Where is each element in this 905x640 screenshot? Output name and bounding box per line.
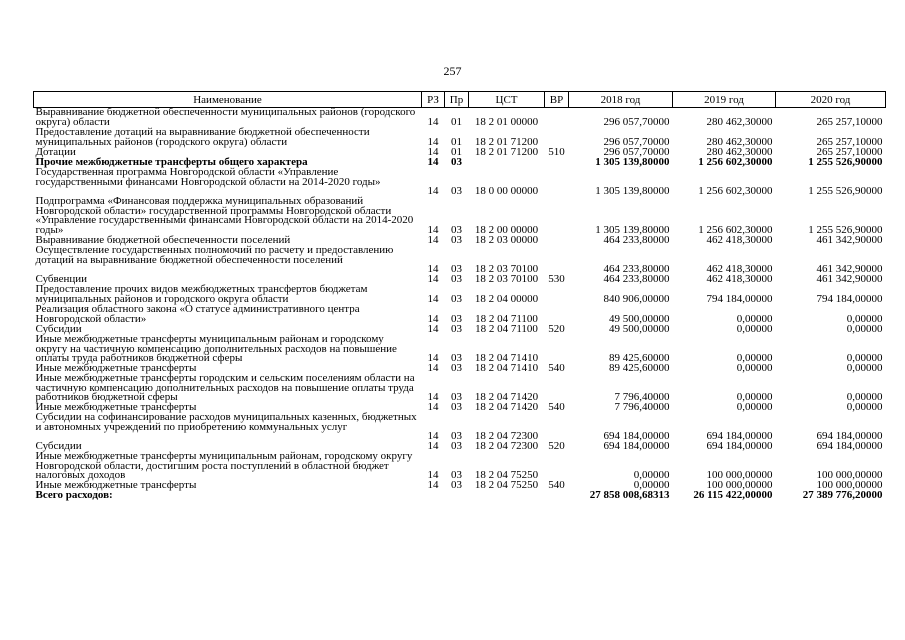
row-2020: 100 000,00000 xyxy=(816,479,883,492)
row-2018: 464 233,80000 xyxy=(603,234,670,247)
row-name: Иные межбюджетные трансферты муниципальным районам и городскому округу на частичную компенсацию дополнительных расходов на повышение оплаты труда работников бюджетной сферы xyxy=(35,333,397,365)
table-row xyxy=(34,335,886,364)
row-pr: 03 xyxy=(451,391,462,404)
row-2018: 1 305 139,80000 xyxy=(595,224,670,237)
header-2018: 2018 год xyxy=(569,92,673,108)
row-2018: 89 425,60000 xyxy=(609,362,670,375)
row-name: Подпрограмма «Финансовая поддержка муниципальных образований Новгородской области» государственной программы Новгородской области «Управление государственными финансами Новгородской области на 2014-2020 годы» xyxy=(35,195,414,236)
row-pr: 03 xyxy=(451,469,462,482)
row-rz: 14 xyxy=(427,391,439,404)
row-2019: 694 184,00000 xyxy=(706,440,773,453)
table-row xyxy=(34,413,886,442)
page-number: 257 xyxy=(443,64,462,78)
row-pr: 01 xyxy=(451,116,462,129)
row-cst: 18 2 04 75250 xyxy=(474,479,539,492)
row-name: Субсидии на софинансирование расходов муниципальных казенных, бюджетных и автономных учреждений по приобретению коммунальных услуг xyxy=(35,411,417,433)
row-cst: 18 2 03 70100 xyxy=(474,273,539,286)
table-row xyxy=(34,108,886,129)
row-2019: 694 184,00000 xyxy=(706,430,773,443)
row-2018: 464 233,80000 xyxy=(603,273,670,286)
row-vr xyxy=(545,158,569,168)
table-row xyxy=(34,246,886,275)
row-pr: 03 xyxy=(451,263,462,276)
row-2018: 694 184,00000 xyxy=(603,440,670,453)
row-name: Субсидии xyxy=(35,323,82,335)
row-name: Иные межбюджетные трансферты городским и сельским поселениям области на частичную компенсацию дополнительных расходов на повышение оплаты труда работников бюджетной сферы xyxy=(35,372,415,404)
row-2020: 265 257,10000 xyxy=(816,116,883,129)
row-cst: 18 2 04 71100 xyxy=(475,323,538,336)
row-cst: 18 0 00 00000 xyxy=(474,185,539,198)
row-pr: 03 xyxy=(451,293,462,306)
row-pr: 03 xyxy=(451,234,462,247)
row-pr: 03 xyxy=(451,273,462,286)
row-vr xyxy=(545,285,569,305)
row-2018: 296 057,70000 xyxy=(603,116,670,129)
row-2019: 462 418,30000 xyxy=(706,263,773,276)
row-vr xyxy=(545,236,569,246)
row-cst: 18 2 04 72300 xyxy=(474,440,539,453)
row-vr: 520 xyxy=(548,323,565,336)
row-pr: 01 xyxy=(451,146,462,159)
row-name: Предоставление прочих видов межбюджетных трансфертов бюджетам муниципальных районов и городского округа области xyxy=(35,283,368,305)
row-2019: 0,00000 xyxy=(736,362,773,375)
row-2019: 0,00000 xyxy=(736,323,773,336)
row-cst: 18 2 03 70100 xyxy=(474,263,539,276)
row-name: Иные межбюджетные трансферты xyxy=(35,362,197,374)
table-row xyxy=(34,168,886,197)
row-pr: 03 xyxy=(451,440,462,453)
row-2020: 794 184,00000 xyxy=(816,293,883,306)
row-2020: 694 184,00000 xyxy=(816,440,883,453)
row-2019: 794 184,00000 xyxy=(706,293,773,306)
row-2019: 280 462,30000 xyxy=(706,116,773,129)
row-pr: 03 xyxy=(451,401,462,414)
row-2020: 100 000,00000 xyxy=(816,469,883,482)
row-name: Выравнивание бюджетной обеспеченности поселений xyxy=(35,234,291,246)
row-cst: 18 2 01 71200 xyxy=(474,146,539,159)
row-2020: 461 342,90000 xyxy=(816,263,883,276)
row-vr: 540 xyxy=(548,479,565,492)
row-2020: 1 255 526,90000 xyxy=(808,224,883,237)
row-2019: 280 462,30000 xyxy=(706,146,773,159)
row-2018: 89 425,60000 xyxy=(609,352,670,365)
row-vr: 530 xyxy=(548,273,565,286)
row-name: Дотации xyxy=(35,146,76,158)
row-2020: 0,00000 xyxy=(846,391,883,404)
row-cst: 18 2 04 71100 xyxy=(475,313,538,326)
row-2019: 1 256 602,30000 xyxy=(698,185,773,198)
row-2018: 0,00000 xyxy=(633,469,670,482)
row-pr: 03 xyxy=(451,479,462,492)
row-pr: 03 xyxy=(451,156,462,169)
row-vr xyxy=(545,305,569,325)
row-vr xyxy=(545,491,569,501)
row-cst: 18 2 04 71410 xyxy=(474,352,539,365)
row-vr xyxy=(545,246,569,275)
row-2020: 1 255 526,90000 xyxy=(808,156,883,169)
row-cst: 18 2 04 71410 xyxy=(474,362,539,375)
row-rz: 14 xyxy=(427,323,439,336)
row-2018: 694 184,00000 xyxy=(603,430,670,443)
row-cst: 18 2 03 00000 xyxy=(474,234,539,247)
row-2018: 840 906,00000 xyxy=(603,293,670,306)
table-row xyxy=(34,452,886,481)
row-2020: 0,00000 xyxy=(846,401,883,414)
row-rz: 14 xyxy=(427,293,439,306)
row-vr: 540 xyxy=(548,362,565,375)
row-vr: 510 xyxy=(548,146,565,159)
row-cst xyxy=(469,491,545,501)
row-2018: 7 796,40000 xyxy=(614,401,670,414)
table-row xyxy=(34,305,886,325)
row-vr: 520 xyxy=(548,440,565,453)
row-pr xyxy=(445,491,469,501)
row-2019: 1 256 602,30000 xyxy=(698,156,773,169)
row-vr: 540 xyxy=(548,401,565,414)
row-rz: 14 xyxy=(427,401,439,414)
row-cst: 18 2 01 71200 xyxy=(474,136,539,149)
row-pr: 03 xyxy=(451,224,462,237)
row-rz: 14 xyxy=(427,273,439,286)
row-name: Выравнивание бюджетной обеспеченности муниципальных районов (городского округа) области xyxy=(35,106,416,128)
row-2018: 296 057,70000 xyxy=(603,146,670,159)
row-vr xyxy=(545,374,569,403)
row-cst: 18 2 04 00000 xyxy=(474,293,539,306)
row-name: Предоставление дотаций на выравнивание бюджетной обеспеченности муниципальных районов (городского округа) области xyxy=(35,126,370,148)
row-2019: 0,00000 xyxy=(736,391,773,404)
table-row xyxy=(34,197,886,236)
row-rz: 14 xyxy=(427,479,439,492)
row-pr: 03 xyxy=(451,352,462,365)
table-row xyxy=(34,285,886,305)
row-rz: 14 xyxy=(427,146,439,159)
total-row xyxy=(34,491,886,501)
row-name: Прочие межбюджетные трансферты общего характера xyxy=(35,156,308,168)
row-cst: 18 2 01 00000 xyxy=(474,116,539,129)
row-cst: 18 2 04 71420 xyxy=(474,401,539,414)
row-rz: 14 xyxy=(427,469,439,482)
row-2020: 0,00000 xyxy=(846,362,883,375)
row-name: Иные межбюджетные трансферты xyxy=(35,479,197,491)
row-vr xyxy=(545,335,569,364)
row-2020: 0,00000 xyxy=(846,313,883,326)
row-name: Государственная программа Новгородской области «Управление государственными финансами Новгородской области на 2014-2020 годы» xyxy=(35,166,381,188)
row-name: Реализация областного закона «О статусе административного центра Новгородской области» xyxy=(35,303,360,325)
row-2020: 461 342,90000 xyxy=(816,234,883,247)
row-name: Субвенции xyxy=(35,273,88,285)
row-cst xyxy=(469,158,545,168)
row-2020: 461 342,90000 xyxy=(816,273,883,286)
header-2020: 2020 год xyxy=(776,92,886,108)
row-rz: 14 xyxy=(427,362,439,375)
row-rz: 14 xyxy=(427,185,439,198)
row-2018: 7 796,40000 xyxy=(614,391,670,404)
header-pr: Пр xyxy=(445,92,469,108)
row-2020: 27 389 776,20000 xyxy=(802,489,883,502)
row-vr xyxy=(545,197,569,236)
row-rz xyxy=(422,491,445,501)
row-name: Субсидии xyxy=(35,440,82,452)
row-2018: 296 057,70000 xyxy=(603,136,670,149)
row-cst: 18 2 04 71420 xyxy=(474,391,539,404)
row-2019: 462 418,30000 xyxy=(706,273,773,286)
row-2018: 0,00000 xyxy=(633,479,670,492)
row-2018: 464 233,80000 xyxy=(603,263,670,276)
row-2020: 265 257,10000 xyxy=(816,136,883,149)
row-name: Всего расходов: xyxy=(35,489,113,501)
row-2019: 280 462,30000 xyxy=(706,136,773,149)
header-vr: ВР xyxy=(545,92,569,108)
row-2019: 462 418,30000 xyxy=(706,234,773,247)
row-rz: 14 xyxy=(427,352,439,365)
row-2018: 49 500,00000 xyxy=(609,313,670,326)
row-rz: 14 xyxy=(427,116,439,129)
row-rz: 14 xyxy=(427,313,439,326)
row-name: Иные межбюджетные трансферты муниципальным районам, городскому округу Новгородской области, достигшим роста поступлений в областной бюджет налоговых доходов xyxy=(35,450,413,482)
row-cst: 18 2 04 72300 xyxy=(474,430,539,443)
table-row xyxy=(34,128,886,148)
row-2020: 1 255 526,90000 xyxy=(808,185,883,198)
row-2019: 0,00000 xyxy=(736,352,773,365)
row-cst: 18 2 00 00000 xyxy=(474,224,539,237)
row-vr xyxy=(545,108,569,129)
row-2018: 27 858 008,68313 xyxy=(589,489,670,502)
row-pr: 03 xyxy=(451,313,462,326)
table-row xyxy=(34,374,886,403)
row-pr: 03 xyxy=(451,323,462,336)
row-2018: 1 305 139,80000 xyxy=(595,156,670,169)
row-name: Иные межбюджетные трансферты xyxy=(35,401,197,413)
row-vr xyxy=(545,128,569,148)
expenditure-table xyxy=(33,91,886,501)
row-2019: 100 000,00000 xyxy=(706,469,773,482)
row-name: Осуществление государственных полномочий по расчету и предоставлению дотаций на выравнивание бюджетной обеспеченности поселений xyxy=(35,244,394,266)
row-vr xyxy=(545,452,569,481)
row-rz: 14 xyxy=(427,263,439,276)
row-rz: 14 xyxy=(427,136,439,149)
row-pr: 03 xyxy=(451,185,462,198)
row-pr: 03 xyxy=(451,362,462,375)
row-rz: 14 xyxy=(427,430,439,443)
row-2019: 0,00000 xyxy=(736,401,773,414)
header-cst: ЦСТ xyxy=(469,92,545,108)
row-2019: 100 000,00000 xyxy=(706,479,773,492)
row-rz: 14 xyxy=(427,156,439,169)
row-2020: 0,00000 xyxy=(846,323,883,336)
header-2019: 2019 год xyxy=(673,92,776,108)
row-vr xyxy=(545,168,569,197)
row-cst: 18 2 04 75250 xyxy=(474,469,539,482)
row-rz: 14 xyxy=(427,440,439,453)
row-2020: 265 257,10000 xyxy=(816,146,883,159)
row-pr: 01 xyxy=(451,136,462,149)
row-vr xyxy=(545,413,569,442)
row-rz: 14 xyxy=(427,224,439,237)
row-2020: 0,00000 xyxy=(846,352,883,365)
row-pr: 03 xyxy=(451,430,462,443)
row-2019: 1 256 602,30000 xyxy=(698,224,773,237)
row-2018: 49 500,00000 xyxy=(609,323,670,336)
row-2020: 694 184,00000 xyxy=(816,430,883,443)
row-2018: 1 305 139,80000 xyxy=(595,185,670,198)
row-2019: 0,00000 xyxy=(736,313,773,326)
row-2019: 26 115 422,00000 xyxy=(693,489,773,502)
header-rz: РЗ xyxy=(422,92,445,108)
header-name: Наименование xyxy=(34,92,422,108)
row-rz: 14 xyxy=(427,234,439,247)
